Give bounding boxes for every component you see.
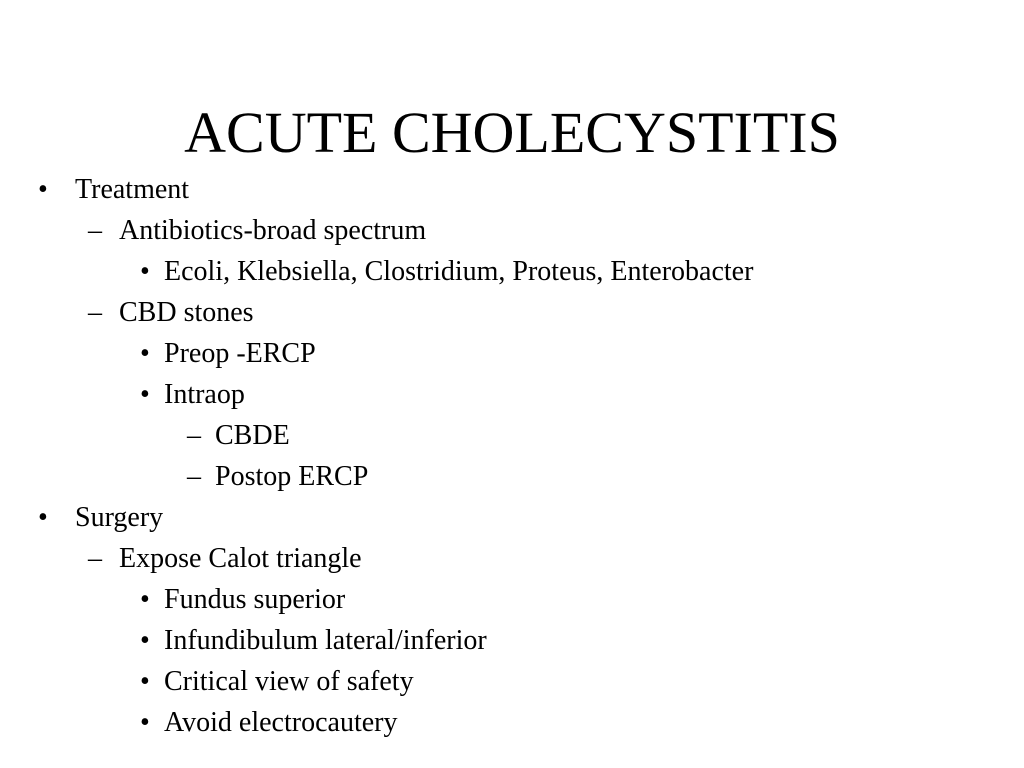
slide-title: ACUTE CHOLECYSTITIS bbox=[184, 100, 840, 165]
list-item-text: Infundibulum lateral/inferior bbox=[164, 625, 487, 656]
list-item-text: Surgery bbox=[75, 502, 164, 533]
bullet-marker: • bbox=[140, 625, 150, 656]
list-item-text: CBD stones bbox=[119, 297, 254, 328]
bullet-marker: • bbox=[140, 666, 150, 697]
list-item-text: Treatment bbox=[75, 174, 190, 205]
bullet-marker: • bbox=[140, 707, 150, 738]
list-item-text: Critical view of safety bbox=[164, 666, 414, 697]
bullet-marker: • bbox=[140, 338, 150, 369]
list-item-text: Antibiotics-broad spectrum bbox=[119, 215, 427, 246]
list-item-text: Preop -ERCP bbox=[164, 338, 316, 369]
list-item-text: CBDE bbox=[215, 420, 290, 451]
dash-marker: – bbox=[88, 215, 102, 246]
dash-marker: – bbox=[88, 297, 102, 328]
bullet-marker: • bbox=[140, 256, 150, 287]
dash-marker: – bbox=[187, 420, 201, 451]
list-item-text: Expose Calot triangle bbox=[119, 543, 362, 574]
list-item-text: Intraop bbox=[164, 379, 245, 410]
dash-marker: – bbox=[88, 543, 102, 574]
bullet-marker: • bbox=[140, 379, 150, 410]
list-item-text: Ecoli, Klebsiella, Clostridium, Proteus, Enterobacter bbox=[164, 256, 754, 287]
list-item-text: Postop ERCP bbox=[215, 461, 369, 492]
list-item-text: Fundus superior bbox=[164, 584, 346, 615]
bullet-marker: • bbox=[38, 502, 48, 533]
bullet-marker: • bbox=[38, 174, 48, 205]
list-item-text: Avoid electrocautery bbox=[164, 707, 398, 738]
bullet-marker: • bbox=[140, 584, 150, 615]
dash-marker: – bbox=[187, 461, 201, 492]
